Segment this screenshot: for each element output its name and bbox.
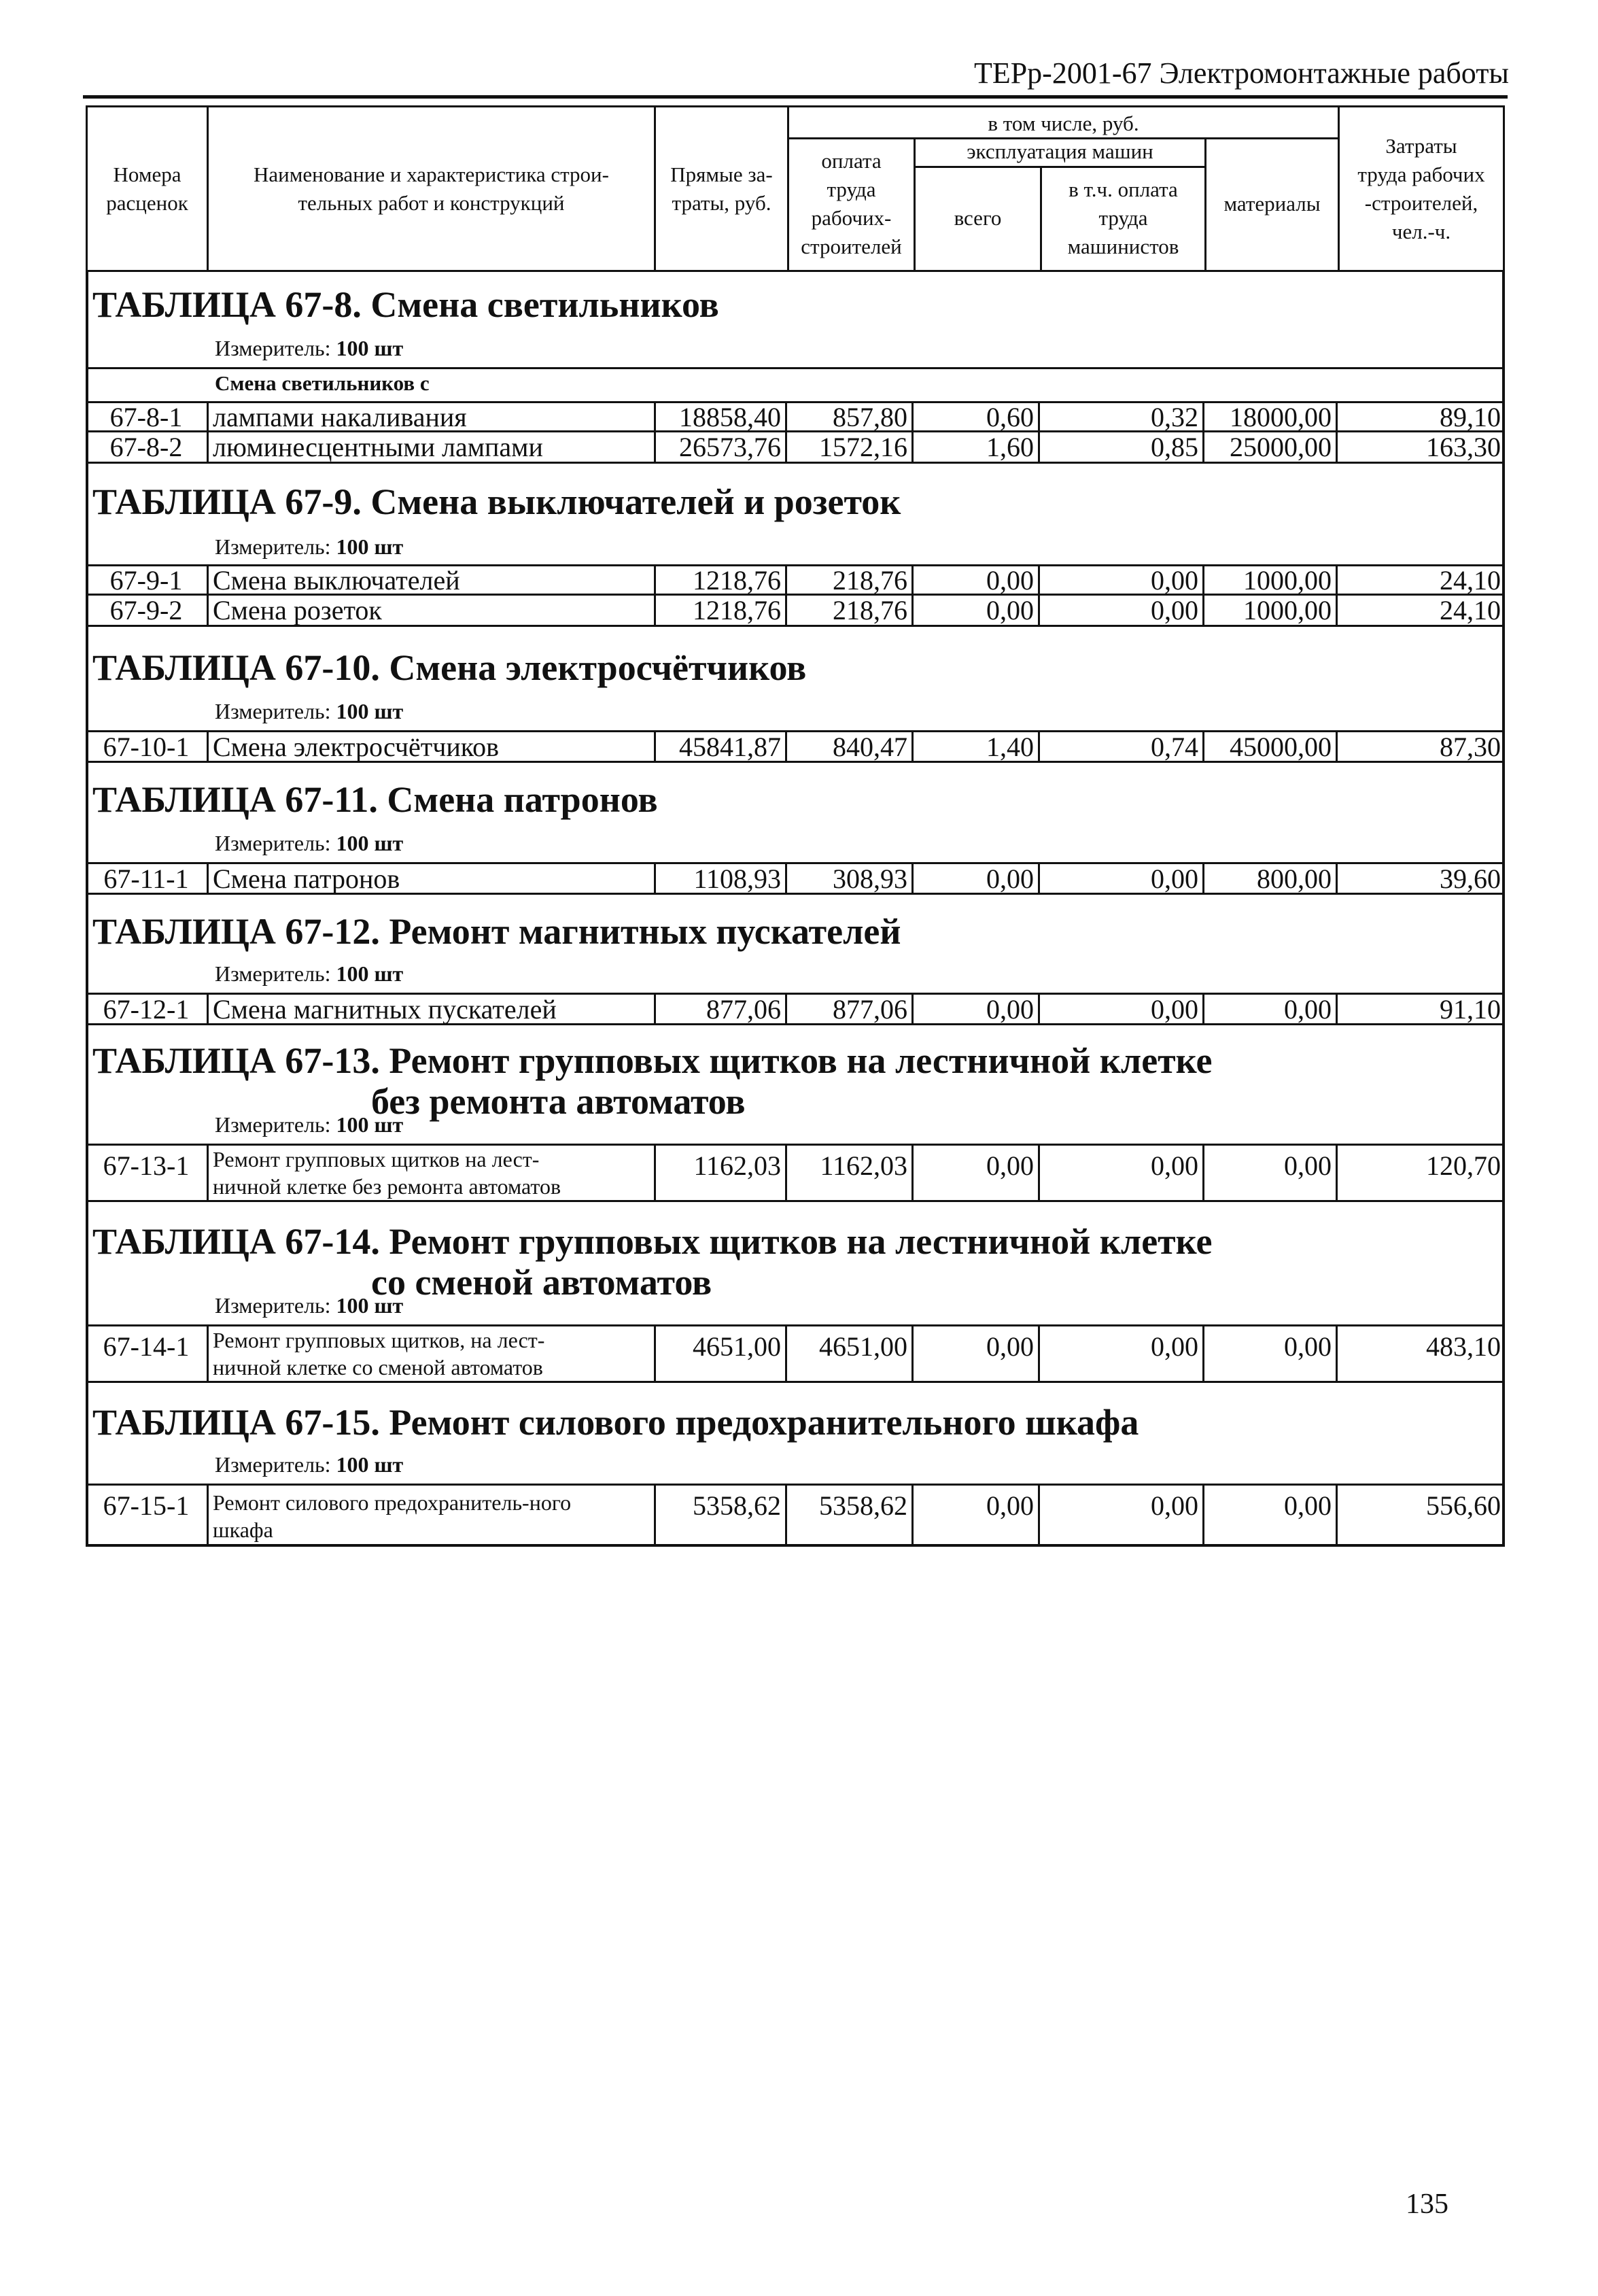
- row-machines-total: 0,00: [914, 864, 1040, 893]
- col-machines-labor-line: труда: [1098, 205, 1148, 230]
- row-code: 67-11-1: [103, 863, 189, 894]
- header-rule: [83, 95, 1508, 99]
- measure-label: Измеритель:: [215, 1112, 331, 1137]
- table-row: [86, 730, 1505, 763]
- col-labor-cost-line: чел.-ч.: [1391, 219, 1451, 243]
- row-machines-labor: 0,85: [1040, 432, 1204, 462]
- row-name-line: Ремонт групповых щитков на лест-: [213, 1147, 540, 1171]
- row-code: 67-13-1: [103, 1150, 190, 1181]
- row-labor-cost: 24,10: [1440, 595, 1501, 626]
- row-code: 67-9-1: [109, 564, 183, 596]
- section-title: ТАБЛИЦА 67-9. Смена выключателей и розеток: [92, 481, 901, 522]
- col-direct-line: траты, руб.: [672, 190, 771, 215]
- row-name: Смена выключателей: [207, 566, 654, 594]
- row-code: 67-9-2: [109, 595, 183, 626]
- measure-value: 100 шт: [336, 534, 404, 559]
- row-labor-pay: 4651,00: [787, 1326, 914, 1381]
- row-code: 67-10-1: [103, 731, 190, 762]
- row-labor-pay: 857,80: [787, 403, 914, 430]
- measure-value: 100 шт: [336, 1452, 404, 1477]
- row-machines-labor: 0,00: [1040, 1146, 1204, 1200]
- measure-value: 100 шт: [336, 961, 404, 986]
- row-machines-total: 0,00: [914, 1326, 1040, 1381]
- table-row: [86, 993, 1505, 1025]
- col-name-line: тельных работ и конструкций: [298, 190, 565, 215]
- row-direct: 26573,76: [654, 432, 787, 462]
- row-direct: 1218,76: [654, 596, 787, 625]
- col-materials: [1206, 137, 1338, 270]
- col-labor-pay-line: оплата: [821, 148, 882, 173]
- row-materials: 18000,00: [1204, 403, 1338, 430]
- subhead: Смена светильников с: [215, 371, 430, 395]
- col-name: [209, 107, 654, 270]
- row-name-line: Ремонт групповых щитков, на лест-: [213, 1328, 545, 1352]
- measure-line: [215, 336, 403, 361]
- row-name: Смена патронов: [207, 864, 654, 893]
- row-labor-cost: 163,30: [1426, 432, 1501, 462]
- measure-line: [215, 1293, 403, 1318]
- col-labor-pay-line: рабочих-: [811, 205, 892, 230]
- col-labor-pay: [789, 137, 914, 270]
- table-row: [86, 596, 1505, 627]
- measure-value: 100 шт: [336, 336, 404, 360]
- measure-label: Измеритель:: [215, 1293, 331, 1318]
- col-machines-total: [916, 166, 1040, 270]
- row-labor-cost: 89,10: [1440, 401, 1501, 432]
- col-machines-labor-line: машинистов: [1067, 234, 1179, 258]
- row-direct: 1108,93: [654, 864, 787, 893]
- row-labor-pay: 5358,62: [787, 1486, 914, 1547]
- col-materials-label: материалы: [1223, 191, 1321, 216]
- running-header: ТЕРр-2001-67 Электромонтажные работы: [973, 56, 1509, 90]
- measure-label: Измеритель:: [215, 534, 331, 559]
- col-code: [88, 107, 207, 270]
- col-code-line: Номера: [113, 162, 181, 186]
- section-title-line: без ремонта автоматов: [371, 1081, 746, 1122]
- row-machines-total: 0,00: [914, 596, 1040, 625]
- row-direct: 4651,00: [654, 1326, 787, 1381]
- table-row: [86, 564, 1505, 596]
- table-row: [86, 1324, 1505, 1383]
- row-code: 67-14-1: [103, 1331, 190, 1362]
- row-machines-labor: 0,00: [1040, 566, 1204, 594]
- col-machines-labor: [1042, 166, 1204, 270]
- measure-line: [215, 534, 403, 560]
- row-name: [207, 1146, 654, 1200]
- row-labor-cost: 120,70: [1426, 1150, 1501, 1181]
- col-machines-total-label: всего: [954, 205, 1002, 230]
- page-number: 135: [1406, 2189, 1448, 2220]
- row-labor-cost: 87,30: [1440, 731, 1501, 762]
- row-labor-pay: 218,76: [787, 596, 914, 625]
- measure-value: 100 шт: [336, 699, 404, 723]
- row-machines-total: 0,00: [914, 566, 1040, 594]
- row-machines-total: 0,00: [914, 1486, 1040, 1547]
- row-machines-labor: 0,00: [1040, 995, 1204, 1023]
- col-machines: [916, 137, 1204, 166]
- row-materials: 1000,00: [1204, 566, 1338, 594]
- row-materials: 45000,00: [1204, 732, 1338, 761]
- row-labor-pay: 840,47: [787, 732, 914, 761]
- row-name: [207, 1326, 654, 1381]
- row-labor-pay: 308,93: [787, 864, 914, 893]
- row-code: 67-8-1: [109, 401, 183, 432]
- section-title: ТАБЛИЦА 67-8. Смена светильников: [92, 284, 719, 325]
- measure-value: 100 шт: [336, 1112, 404, 1137]
- column-header: [86, 105, 1505, 272]
- section-title-line: ТАБЛИЦА 67-14. Ремонт групповых щитков на лестничной клетке: [92, 1221, 1213, 1262]
- measure-line: [215, 699, 403, 724]
- measure-label: Измеритель:: [215, 336, 331, 360]
- row-name-line: ничной клетке со сменой автоматов: [213, 1355, 543, 1380]
- row-machines-total: 0,60: [914, 403, 1040, 430]
- row-materials: 0,00: [1204, 1146, 1338, 1200]
- row-name: Смена магнитных пускателей: [207, 995, 654, 1023]
- row-labor-pay: 1572,16: [787, 432, 914, 462]
- col-name-line: Наименование и характеристика строи-: [254, 162, 609, 186]
- measure-label: Измеритель:: [215, 1452, 331, 1477]
- row-materials: 0,00: [1204, 1486, 1338, 1547]
- row-code: 67-12-1: [103, 993, 190, 1025]
- row-machines-labor: 0,00: [1040, 596, 1204, 625]
- row-labor-pay: 1162,03: [787, 1146, 914, 1200]
- col-group: [789, 110, 1338, 137]
- row-direct: 1162,03: [654, 1146, 787, 1200]
- row-materials: 1000,00: [1204, 596, 1338, 625]
- row-machines-labor: 0,00: [1040, 1486, 1204, 1547]
- measure-label: Измеритель:: [215, 831, 331, 855]
- section-title: ТАБЛИЦА 67-10. Смена электросчётчиков: [92, 647, 807, 688]
- row-labor-pay: 877,06: [787, 995, 914, 1023]
- row-machines-labor: 0,00: [1040, 864, 1204, 893]
- col-machines-label: эксплуатация машин: [967, 139, 1153, 163]
- row-direct: 877,06: [654, 995, 787, 1023]
- measure-label: Измеритель:: [215, 699, 331, 723]
- row-machines-total: 1,40: [914, 732, 1040, 761]
- row-direct: 18858,40: [654, 403, 787, 430]
- row-labor-pay: 218,76: [787, 566, 914, 594]
- row-machines-labor: 0,32: [1040, 403, 1204, 430]
- row-direct: 5358,62: [654, 1486, 787, 1547]
- row-machines-total: 1,60: [914, 432, 1040, 462]
- row-code: 67-15-1: [103, 1490, 190, 1521]
- section-title: ТАБЛИЦА 67-12. Ремонт магнитных пускателей: [92, 911, 901, 952]
- col-group-label: в том числе, руб.: [988, 112, 1139, 135]
- col-labor-cost-line: Затраты: [1385, 133, 1457, 158]
- row-materials: 25000,00: [1204, 432, 1338, 462]
- table-row: [86, 432, 1505, 464]
- section-title-line: ТАБЛИЦА 67-13. Ремонт групповых щитков на лестничной клетке: [92, 1040, 1213, 1081]
- col-labor-cost-line: -строителей,: [1364, 190, 1478, 215]
- row-materials: 0,00: [1204, 1326, 1338, 1381]
- row-name-line: ничной клетке без ремонта автоматов: [213, 1174, 561, 1199]
- row-name: лампами накаливания: [207, 403, 654, 430]
- row-name: Смена розеток: [207, 596, 654, 625]
- col-code-line: расценок: [106, 190, 188, 215]
- measure-label: Измеритель:: [215, 961, 331, 986]
- row-materials: 0,00: [1204, 995, 1338, 1023]
- table-row: [86, 401, 1505, 432]
- row-labor-cost: 483,10: [1426, 1331, 1501, 1362]
- section-title: ТАБЛИЦА 67-15. Ремонт силового предохранительного шкафа: [92, 1402, 1139, 1443]
- row-machines-total: 0,00: [914, 995, 1040, 1023]
- row-name-line: Ремонт силового предохранитель-ного: [213, 1490, 572, 1515]
- section-title: [92, 1221, 1212, 1303]
- table-row: [86, 862, 1505, 895]
- measure-line: [215, 1112, 403, 1137]
- row-direct: 1218,76: [654, 566, 787, 594]
- row-name: [207, 1486, 654, 1547]
- col-direct: [656, 107, 787, 270]
- row-machines-total: 0,00: [914, 1146, 1040, 1200]
- row-direct: 45841,87: [654, 732, 787, 761]
- col-labor-pay-line: строителей: [801, 234, 902, 258]
- table-row: [86, 1144, 1505, 1202]
- row-name: люминесцентными лампами: [207, 432, 654, 462]
- row-machines-labor: 0,00: [1040, 1326, 1204, 1381]
- row-name: Смена электросчётчиков: [207, 732, 654, 761]
- col-labor-cost: [1340, 107, 1503, 270]
- measure-line: [215, 831, 403, 856]
- measure-line: [215, 1452, 403, 1477]
- col-machines-labor-line: в т.ч. оплата: [1069, 177, 1178, 201]
- row-code: 67-8-2: [109, 432, 183, 462]
- row-labor-cost: 24,10: [1440, 564, 1501, 596]
- measure-value: 100 шт: [336, 831, 404, 855]
- row-labor-cost: 39,60: [1440, 863, 1501, 894]
- row-labor-cost: 556,60: [1426, 1490, 1501, 1521]
- col-direct-line: Прямые за-: [670, 162, 773, 186]
- section-title: [92, 1040, 1212, 1122]
- col-labor-cost-line: труда рабочих: [1357, 162, 1485, 186]
- row-machines-labor: 0,74: [1040, 732, 1204, 761]
- table-row: [86, 1484, 1505, 1547]
- section-title: ТАБЛИЦА 67-11. Смена патронов: [92, 779, 658, 820]
- measure-line: [215, 961, 403, 987]
- measure-value: 100 шт: [336, 1293, 404, 1318]
- row-materials: 800,00: [1204, 864, 1338, 893]
- row-labor-cost: 91,10: [1440, 993, 1501, 1025]
- section-title-line: со сменой автоматов: [371, 1262, 712, 1303]
- col-labor-pay-line: труда: [827, 177, 876, 201]
- row-name-line: шкафа: [213, 1518, 273, 1542]
